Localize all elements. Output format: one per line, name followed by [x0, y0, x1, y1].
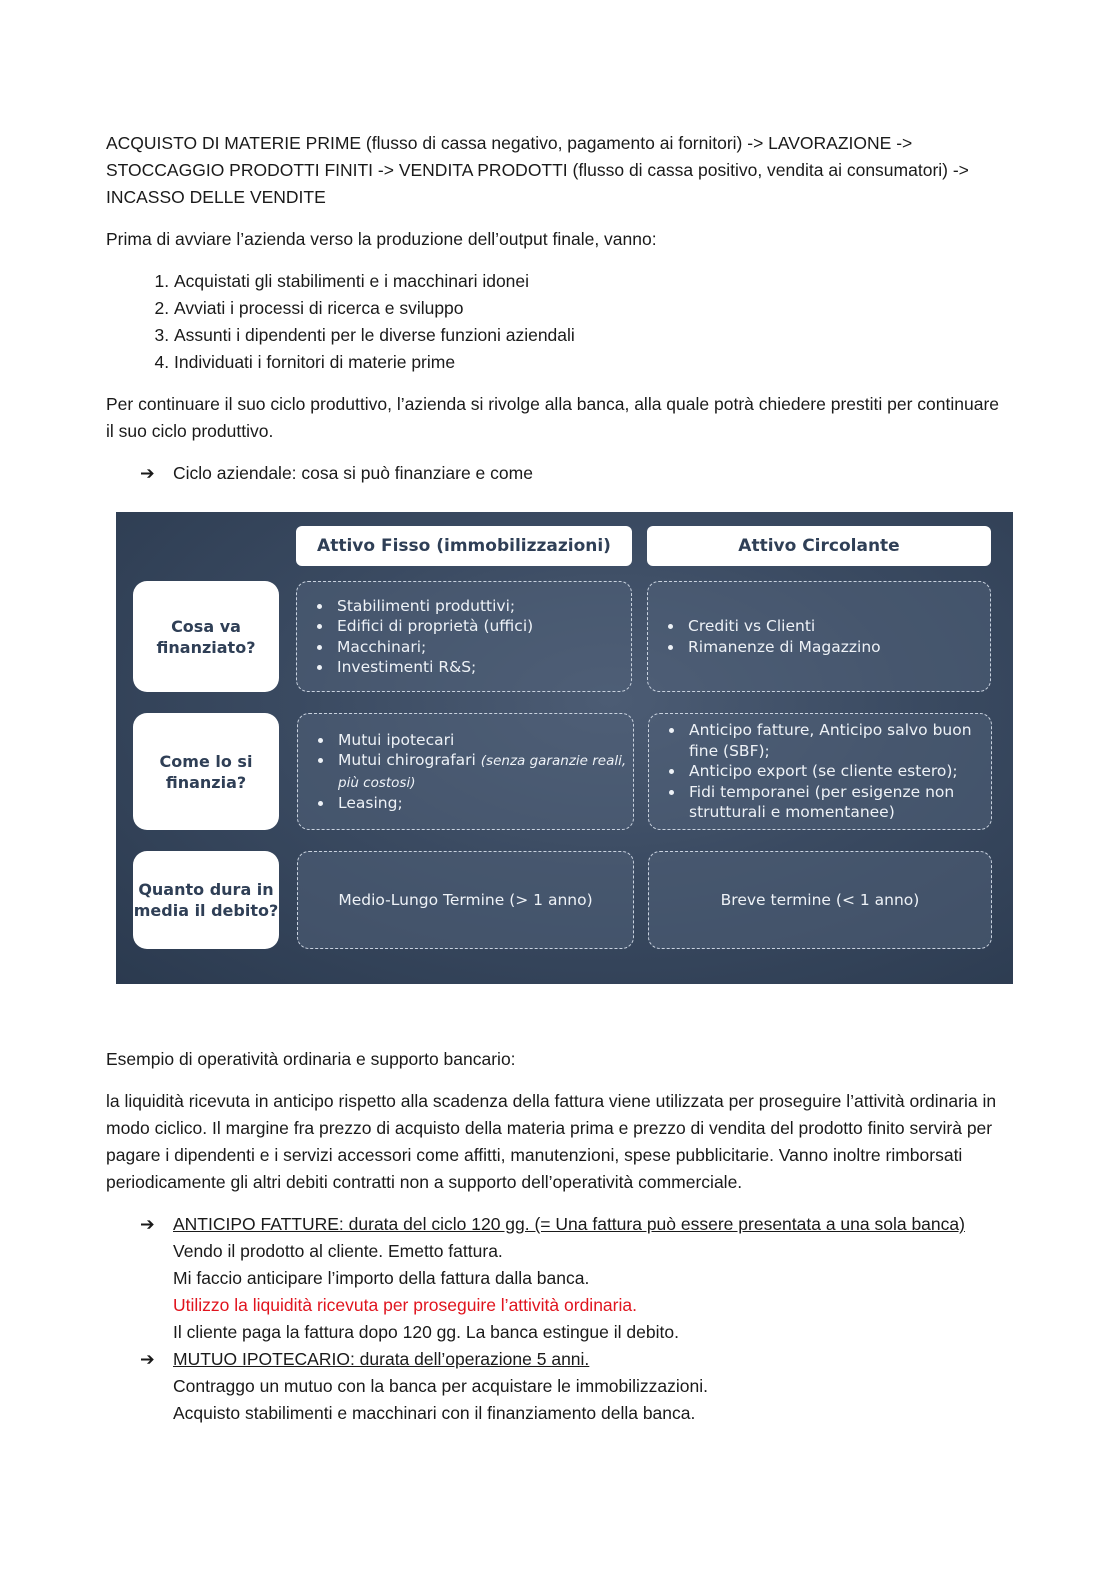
- list-item: 1. Acquistati gli stabilimenti e i macchinari idonei: [174, 268, 1006, 295]
- header-attivo-fisso: Attivo Fisso (immobilizzazioni): [296, 526, 632, 566]
- list-item: • Leasing;: [334, 793, 633, 814]
- example-body: la liquidità ricevuta in anticipo rispetto alla scadenza della fattura viene utilizzata per proseguire l’attività ordinaria in modo ciclico. Il margine fra prezzo di acquisto della materia prima e prezzo di vendita del prodotto finito servirà per pagare i dipendenti e i servizi accessori come affitti, manutenzioni, spese pubblicitarie. Vanno inoltre rimborsati periodicamente gli altri debiti contratti non a supporto dell’operatività commerciale.: [106, 1091, 997, 1192]
- cell-fixed-how: [297, 713, 634, 830]
- list-item: • Anticipo fatture, Anticipo salvo buon fine (SBF);: [685, 720, 991, 761]
- arrow-right-icon: ➔: [140, 1349, 155, 1369]
- anticipo-line: Mi faccio anticipare l’importo della fattura dalla banca.: [173, 1268, 590, 1288]
- list-item: 2. Avviati i processi di ricerca e sviluppo: [174, 295, 1006, 322]
- example-section: [106, 1046, 1006, 1427]
- cell-current-duration: Breve termine (< 1 anno): [648, 851, 992, 949]
- list-item: [334, 750, 633, 793]
- question-quanto-dura: Quanto dura in media il debito?: [133, 851, 279, 949]
- list-item: • Anticipo export (se cliente estero);: [685, 761, 991, 782]
- financing-diagram: [116, 512, 1013, 984]
- list-item: • Rimanenze di Magazzino: [684, 637, 881, 658]
- mutui-chirografari-note: (senza garanzie reali, più costosi): [338, 753, 627, 791]
- flow-paragraph: ACQUISTO DI MATERIE PRIME (flusso di cassa negativo, pagamento ai fornitori) -> LAVORAZIONE -> STOCCAGGIO PRODOTTI FINITI -> VENDITA PRODOTTI (flusso di cassa positivo, vendita ai consumatori) -> INCASSO DELLE VENDITE: [106, 133, 969, 207]
- arrow-item-anticipo: [140, 1211, 1006, 1346]
- list-item: 3. Assunti i dipendenti per le diverse funzioni aziendali: [174, 322, 1006, 349]
- example-title: Esempio di operatività ordinaria e supporto bancario:: [106, 1049, 516, 1069]
- list-item: • Fidi temporanei (per esigenze non strutturali e momentanee): [685, 782, 991, 823]
- cell-fixed-what: [296, 581, 632, 692]
- cell-current-how: [648, 713, 992, 830]
- question-cosa-finanziato: Cosa va finanziato?: [133, 581, 279, 692]
- list-item: 4. Individuati i fornitori di materie prime: [174, 349, 1006, 376]
- cell-fixed-duration: Medio-Lungo Termine (> 1 anno): [297, 851, 634, 949]
- arrow-item-text: Ciclo aziendale: cosa si può finanziare e come: [173, 463, 533, 483]
- list-item: • Crediti vs Clienti: [684, 616, 881, 637]
- before-paragraph: Prima di avviare l’azienda verso la produzione dell’output finale, vanno:: [106, 229, 657, 249]
- list-item: • Stabilimenti produttivi;: [333, 596, 533, 617]
- mutuo-line: Contraggo un mutuo con la banca per acquistare le immobilizzazioni.: [173, 1376, 709, 1396]
- steps-list: [106, 268, 1006, 376]
- question-come-finanzia: Come lo si finanzia?: [133, 713, 279, 830]
- cell-current-what: [647, 581, 991, 692]
- mutuo-title: MUTUO IPOTECARIO: durata dell’operazione 5 anni.: [173, 1349, 590, 1369]
- anticipo-line: Vendo il prodotto al cliente. Emetto fattura.: [173, 1241, 503, 1261]
- mutui-chirografari-label: Mutui chirografari: [338, 751, 481, 769]
- list-item: • Investimenti R&S;: [333, 657, 533, 678]
- continue-paragraph: Per continuare il suo ciclo produttivo, l’azienda si rivolge alla banca, alla quale potrà chiedere prestiti per continuare il suo ciclo produttivo.: [106, 394, 1000, 441]
- mutuo-line: Acquisto stabilimenti e macchinari con il finanziamento della banca.: [173, 1403, 696, 1423]
- anticipo-title: ANTICIPO FATTURE: durata del ciclo 120 gg. (= Una fattura può essere presentata a una sola banca): [173, 1214, 965, 1234]
- header-attivo-circolante: Attivo Circolante: [647, 526, 991, 566]
- arrow-right-icon: ➔: [140, 463, 155, 483]
- anticipo-line-highlight: Utilizzo la liquidità ricevuta per proseguire l’attività ordinaria.: [173, 1295, 637, 1315]
- arrow-item-ciclo: [140, 460, 1006, 487]
- list-item: • Macchinari;: [333, 637, 533, 658]
- list-item: • Mutui ipotecari: [334, 730, 633, 751]
- arrow-right-icon: ➔: [140, 1214, 155, 1234]
- list-item: • Edifici di proprietà (uffici): [333, 616, 533, 637]
- arrow-item-mutuo: [140, 1346, 1006, 1427]
- intro-section: [106, 130, 1006, 487]
- anticipo-line: Il cliente paga la fattura dopo 120 gg. La banca estingue il debito.: [173, 1322, 679, 1342]
